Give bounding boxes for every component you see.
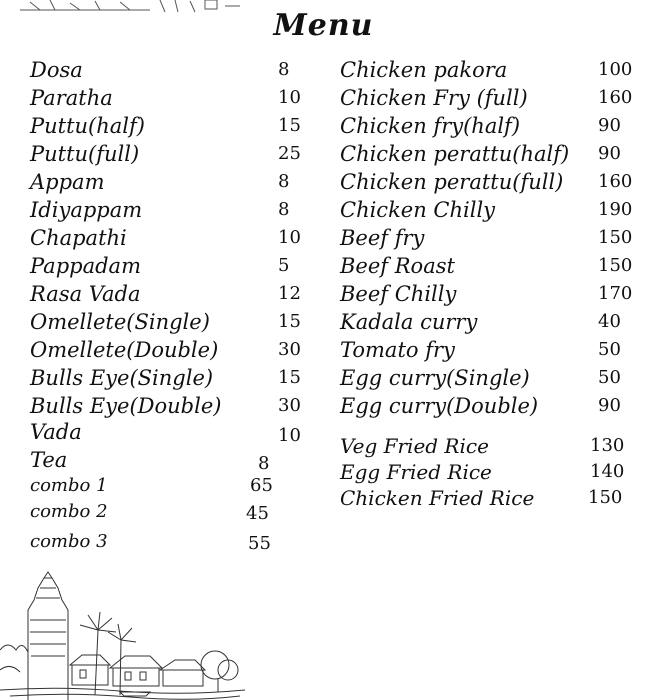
item-price: 10 — [278, 87, 301, 108]
item-price: 50 — [598, 367, 621, 388]
item-price: 100 — [598, 59, 633, 80]
item-name: combo 2 — [30, 501, 108, 522]
item-name: Beef fry — [340, 226, 425, 250]
menu-item — [30, 364, 320, 392]
item-price: 30 — [278, 339, 301, 360]
item-price: 150 — [598, 255, 633, 276]
item-name: Rasa Vada — [30, 282, 141, 306]
item-name: Pappadam — [30, 254, 141, 278]
item-price: 50 — [598, 339, 621, 360]
menu-item — [30, 336, 320, 364]
item-name: Veg Fried Rice — [340, 434, 489, 458]
temple-village-sketch — [0, 570, 245, 700]
item-price: 8 — [278, 59, 290, 80]
item-name: Puttu(full) — [30, 142, 140, 166]
item-name: Egg curry(Double) — [340, 394, 539, 418]
menu-item — [340, 196, 640, 224]
item-name: Chicken perattu(half) — [340, 142, 570, 166]
item-price: 40 — [598, 311, 621, 332]
menu-item — [340, 458, 640, 486]
item-price: 150 — [588, 487, 623, 508]
item-price: 10 — [278, 227, 301, 248]
menu-item — [30, 280, 320, 308]
item-name: Beef Roast — [340, 254, 455, 278]
item-price: 90 — [598, 395, 621, 416]
item-price: 5 — [278, 255, 290, 276]
menu-item — [340, 484, 640, 512]
item-name: Chapathi — [30, 226, 127, 250]
menu-item — [340, 392, 640, 420]
item-name: Chicken fry(half) — [340, 114, 521, 138]
item-name: Omellete(Double) — [30, 338, 219, 362]
menu-item — [30, 196, 320, 224]
item-name: Chicken Chilly — [340, 198, 496, 222]
item-name: Vada — [30, 420, 82, 444]
item-name: Beef Chilly — [340, 282, 457, 306]
item-price: 140 — [590, 461, 625, 482]
item-price: 130 — [590, 435, 625, 456]
menu-item — [30, 168, 320, 196]
item-price: 8 — [278, 199, 290, 220]
item-name: Bulls Eye(Double) — [30, 394, 222, 418]
menu-item — [30, 252, 320, 280]
item-price: 90 — [598, 115, 621, 136]
item-price: 45 — [246, 503, 269, 524]
item-price: 8 — [258, 453, 270, 474]
item-name: Chicken perattu(full) — [340, 170, 564, 194]
item-name: Tomato fry — [340, 338, 455, 362]
item-name: Idiyappam — [30, 198, 143, 222]
menu-item — [340, 252, 640, 280]
menu-item — [30, 224, 320, 252]
item-name: Chicken Fried Rice — [340, 486, 535, 510]
item-price: 160 — [598, 87, 633, 108]
menu-item — [340, 308, 640, 336]
menu-item — [30, 56, 320, 84]
menu-item — [340, 112, 640, 140]
item-name: Omellete(Single) — [30, 310, 210, 334]
item-price: 160 — [598, 171, 633, 192]
menu-item — [30, 392, 320, 420]
item-price: 12 — [278, 283, 301, 304]
menu-item — [340, 364, 640, 392]
item-name: Egg Fried Rice — [340, 460, 492, 484]
left-menu-column — [30, 56, 320, 556]
item-name: combo 3 — [30, 531, 108, 552]
item-price: 8 — [278, 171, 290, 192]
item-price: 10 — [278, 425, 301, 446]
menu-item — [340, 224, 640, 252]
menu-item — [30, 528, 320, 556]
menu-item — [30, 446, 320, 474]
item-price: 190 — [598, 199, 633, 220]
item-name: Bulls Eye(Single) — [30, 366, 214, 390]
item-name: Paratha — [30, 86, 113, 110]
item-name: Kadala curry — [340, 310, 478, 334]
item-name: Dosa — [30, 58, 83, 82]
item-price: 170 — [598, 283, 633, 304]
menu-item — [340, 432, 640, 460]
item-name: Chicken pakora — [340, 58, 508, 82]
item-name: Chicken Fry (full) — [340, 86, 528, 110]
item-price: 150 — [598, 227, 633, 248]
menu-item — [340, 336, 640, 364]
item-price: 15 — [278, 311, 301, 332]
menu-item — [30, 472, 320, 500]
item-price: 90 — [598, 143, 621, 164]
menu-item — [30, 84, 320, 112]
menu-item — [30, 140, 320, 168]
menu-item — [340, 140, 640, 168]
item-price: 15 — [278, 367, 301, 388]
item-price: 15 — [278, 115, 301, 136]
menu-item — [30, 498, 320, 526]
menu-item — [340, 168, 640, 196]
menu-title: Menu — [273, 8, 374, 43]
item-name: Egg curry(Single) — [340, 366, 530, 390]
menu-item — [340, 84, 640, 112]
item-price: 65 — [250, 475, 273, 496]
item-name: Puttu(half) — [30, 114, 145, 138]
item-price: 25 — [278, 143, 301, 164]
right-menu-column — [340, 56, 640, 516]
menu-item — [30, 418, 320, 446]
item-name: Tea — [30, 448, 68, 472]
menu-item — [340, 280, 640, 308]
item-price: 55 — [248, 533, 271, 554]
item-name: Appam — [30, 170, 105, 194]
item-name: combo 1 — [30, 475, 108, 496]
menu-item — [30, 308, 320, 336]
menu-item — [30, 112, 320, 140]
menu-item — [340, 56, 640, 84]
item-price: 30 — [278, 395, 301, 416]
